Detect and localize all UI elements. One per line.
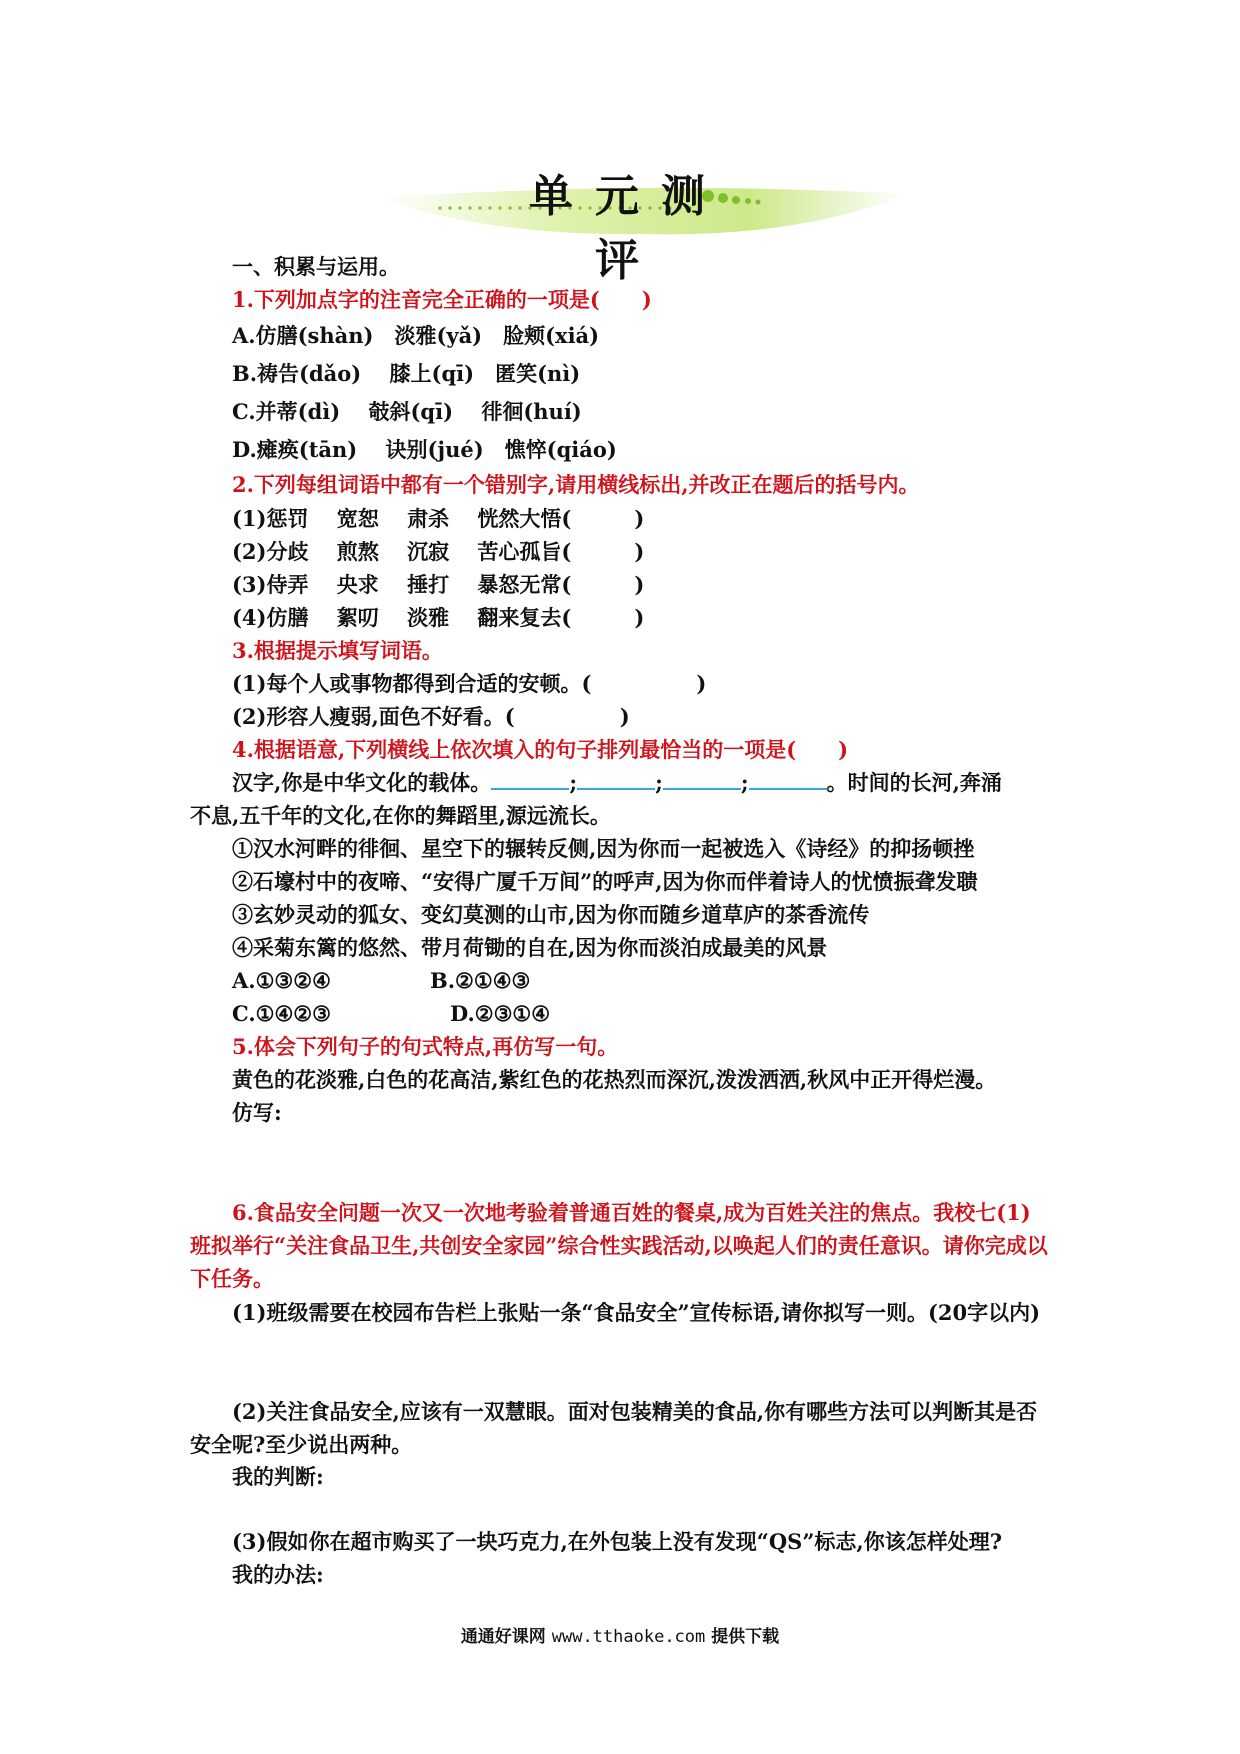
footer-suffix: 提供下载 [711, 1627, 780, 1647]
fill-blank-1[interactable] [491, 768, 569, 790]
question-4-sentence-2: ②石壕村中的夜啼、“安得广厦千万间”的呼声,因为你而伴着诗人的忧愤振聋发聩 [232, 869, 978, 894]
question-2-item-1: (1)惩罚 宽恕 肃杀 恍然大悟( ) [232, 506, 645, 531]
question-4-sentence-3: ③玄妙灵动的狐女、变幻莫测的山市,因为你而随乡道草庐的茶香流传 [232, 902, 870, 927]
page-footer [0, 1622, 1240, 1647]
question-4-passage-line-1: 汉字,你是中华文化的载体。 ; ; ; 。时间的长河,奔涌 [232, 770, 1002, 795]
footer-site-name: 通通好课网 [460, 1627, 546, 1647]
footer-url[interactable]: www.tthaoke.com [551, 1627, 706, 1647]
question-3-item-1: (1)每个人或事物都得到合适的安顿。( ) [232, 671, 707, 696]
question-2-item-2: (2)分歧 煎熬 沉寂 苦心孤旨( ) [232, 539, 645, 564]
question-5-prompt: 仿写: [232, 1100, 282, 1125]
question-4-sentence-4: ④采菊东篱的悠然、带月荷锄的自在,因为你而淡泊成最美的风景 [232, 935, 828, 960]
question-5-stem: 5.体会下列句子的句式特点,再仿写一句。 [232, 1034, 619, 1059]
fill-blank-3[interactable] [663, 768, 741, 790]
question-4-option-c: C.①④②③ [232, 1001, 331, 1026]
question-1-option-b: B.祷告(dǎo) 膝上(qī) 匿笑(nì) [232, 361, 581, 386]
question-3-stem: 3.根据提示填写词语。 [232, 638, 443, 663]
question-1-option-c: C.并蒂(dì) 攲斜(qī) 徘徊(huí) [232, 399, 582, 424]
question-4-option-d: D.②③①④ [450, 1001, 551, 1026]
fill-blank-2[interactable] [577, 768, 655, 790]
title-banner [378, 150, 908, 286]
question-3-item-2: (2)形容人瘦弱,面色不好看。( ) [232, 704, 630, 729]
question-4-passage-line-2: 不息,五千年的文化,在你的舞蹈里,源远流长。 [190, 803, 611, 828]
question-4-passage-start: 汉字,你是中华文化的载体。 [232, 770, 492, 795]
question-2-item-3: (3)侍弄 央求 捶打 暴怒无常( ) [232, 572, 645, 597]
section-heading: 一、积累与运用。 [232, 254, 400, 279]
question-4-option-a: A.①③②④ [232, 968, 331, 993]
page-title: 单元测评 [529, 171, 727, 286]
question-1-option-d: D.瘫痪(tān) 诀别(jué) 憔悴(qiáo) [232, 437, 617, 462]
question-4-passage-mid: 。时间的长河,奔涌 [826, 770, 1002, 795]
question-6-part-2: (2)关注食品安全,应该有一双慧眼。面对包装精美的食品,你有哪些方法可以判断其是否安全呢?至少说出两种。 [190, 1399, 1038, 1457]
question-4-option-b: B.②①④③ [430, 968, 531, 993]
question-6-stem: 6.食品安全问题一次又一次地考验着普通百姓的餐桌,成为百姓关注的焦点。我校七(1)班拟举行“关注食品卫生,共创安全家园”综合性实践活动,以唤起人们的责任意识。请你完成以下任务。 [190, 1200, 1048, 1291]
question-6-part-1: (1)班级需要在校园布告栏上张贴一条“食品安全”宣传标语,请你拟写一则。(20字以内) [232, 1300, 1041, 1325]
question-1-stem: 1.下列加点字的注音完全正确的一项是( ) [232, 287, 652, 312]
fill-blank-4[interactable] [749, 768, 827, 790]
question-6-part-2-prompt: 我的判断: [232, 1464, 324, 1489]
question-4-stem: 4.根据语意,下列横线上依次填入的句子排列最恰当的一项是( ) [232, 737, 849, 762]
question-2-stem: 2.下列每组词语中都有一个错别字,请用横线标出,并改正在题后的括号内。 [232, 472, 920, 497]
question-6-part-3: (3)假如你在超市购买了一块巧克力,在外包装上没有发现“QS”标志,你该怎样处理? [232, 1529, 1003, 1554]
question-6-part-3-prompt: 我的办法: [232, 1562, 324, 1587]
question-4-sentence-1: ①汉水河畔的徘徊、星空下的辗转反侧,因为你而一起被选入《诗经》的抑扬顿挫 [232, 836, 975, 861]
question-2-item-4: (4)仿膳 絮叨 淡雅 翻来复去( ) [232, 605, 645, 630]
question-5-example: 黄色的花淡雅,白色的花高洁,紫红色的花热烈而深沉,泼泼洒洒,秋风中正开得烂漫。 [232, 1067, 997, 1092]
question-1-option-a: A.仿膳(shàn) 淡雅(yǎ) 脸颊(xiá) [232, 323, 600, 348]
